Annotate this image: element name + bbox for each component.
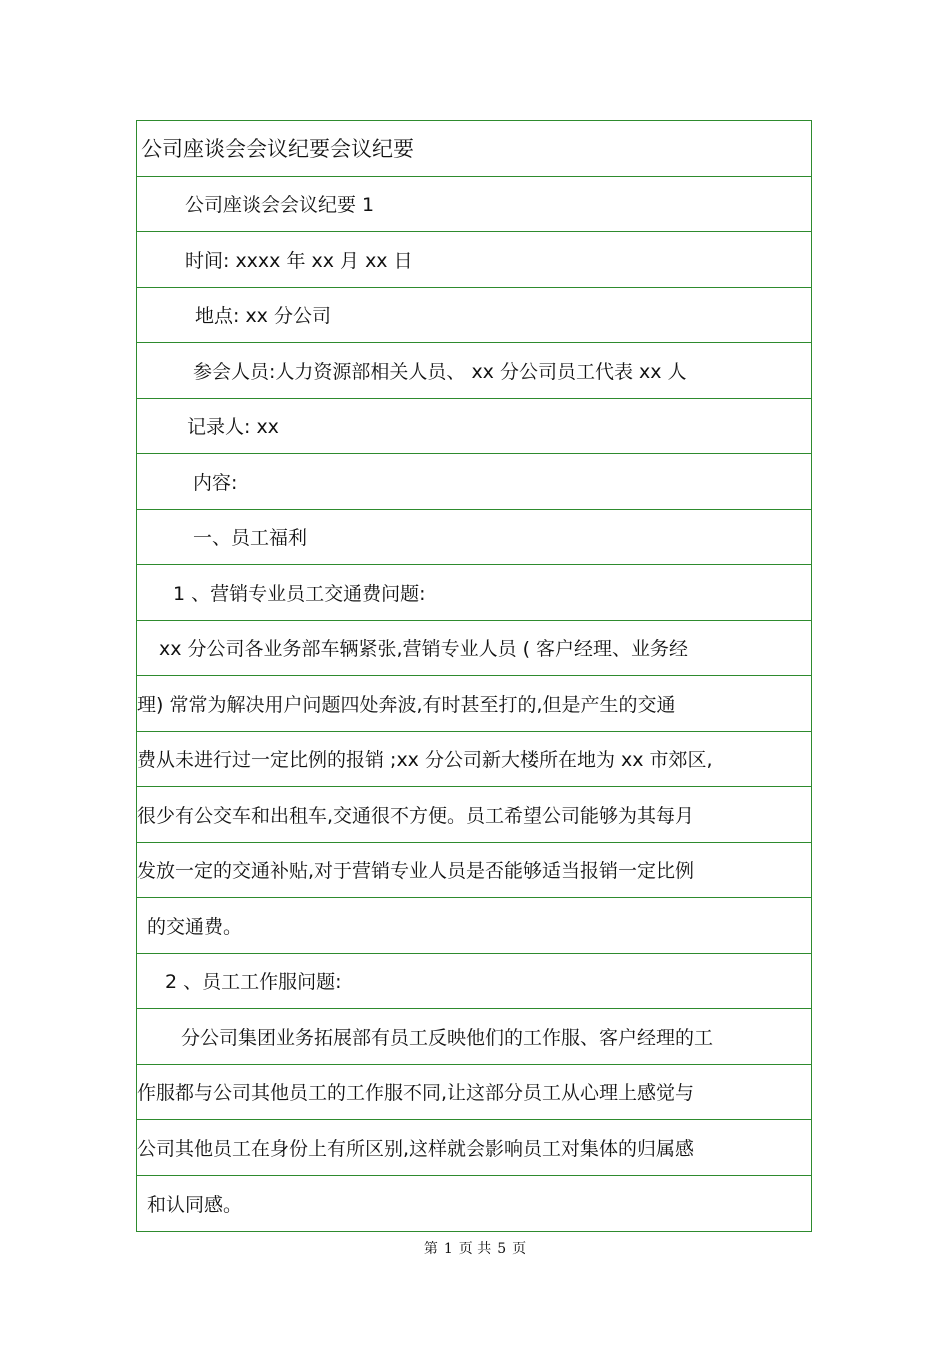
document-title: 公司座谈会会议纪要会议纪要 xyxy=(137,121,811,177)
paragraph-line: xx 分公司各业务部车辆紧张,营销专业人员 ( 客户经理、业务经 xyxy=(137,621,811,677)
meeting-recorder: 记录人: xx xyxy=(137,399,811,455)
content-heading: 内容: xyxy=(137,454,811,510)
footer-page-number: 1 xyxy=(443,1241,453,1257)
meeting-location: 地点: xx 分公司 xyxy=(137,288,811,344)
footer-prefix: 第 xyxy=(423,1241,438,1257)
page-footer xyxy=(0,1238,950,1258)
paragraph-line: 的交通费。 xyxy=(137,898,811,954)
document-table xyxy=(136,120,812,1232)
paragraph-line: 作服都与公司其他员工的工作服不同,让这部分员工从心理上感觉与 xyxy=(137,1065,811,1121)
section-heading: 一、员工福利 xyxy=(137,510,811,566)
paragraph-line: 和认同感。 xyxy=(147,1193,243,1216)
footer-suffix: 页 xyxy=(512,1241,527,1257)
paragraph-line: 分公司集团业务拓展部有员工反映他们的工作服、客户经理的工 xyxy=(137,1009,811,1065)
subsection-heading: 1 、营销专业员工交通费问题: xyxy=(137,565,811,621)
paragraph-line: 公司其他员工在身份上有所区别,这样就会影响员工对集体的归属感 xyxy=(137,1120,811,1176)
meeting-subtitle: 公司座谈会会议纪要 1 xyxy=(137,177,811,233)
footer-total-pages: 5 xyxy=(497,1241,507,1257)
paragraph-line: 很少有公交车和出租车,交通很不方便。员工希望公司能够为其每月 xyxy=(137,787,811,843)
footer-middle: 页 共 xyxy=(458,1241,492,1257)
paragraph-line: 费从未进行过一定比例的报销 ;xx 分公司新大楼所在地为 xx 市郊区, xyxy=(137,732,811,788)
paragraph-line: 发放一定的交通补贴,对于营销专业人员是否能够适当报销一定比例 xyxy=(137,843,811,899)
meeting-time: 时间: xxxx 年 xx 月 xx 日 xyxy=(137,232,811,288)
meeting-attendees: 参会人员:人力资源部相关人员、 xx 分公司员工代表 xx 人 xyxy=(137,343,811,399)
subsection-heading: 2 、员工工作服问题: xyxy=(137,954,811,1010)
paragraph-line: 理) 常常为解决用户问题四处奔波,有时甚至打的,但是产生的交通 xyxy=(137,676,811,732)
